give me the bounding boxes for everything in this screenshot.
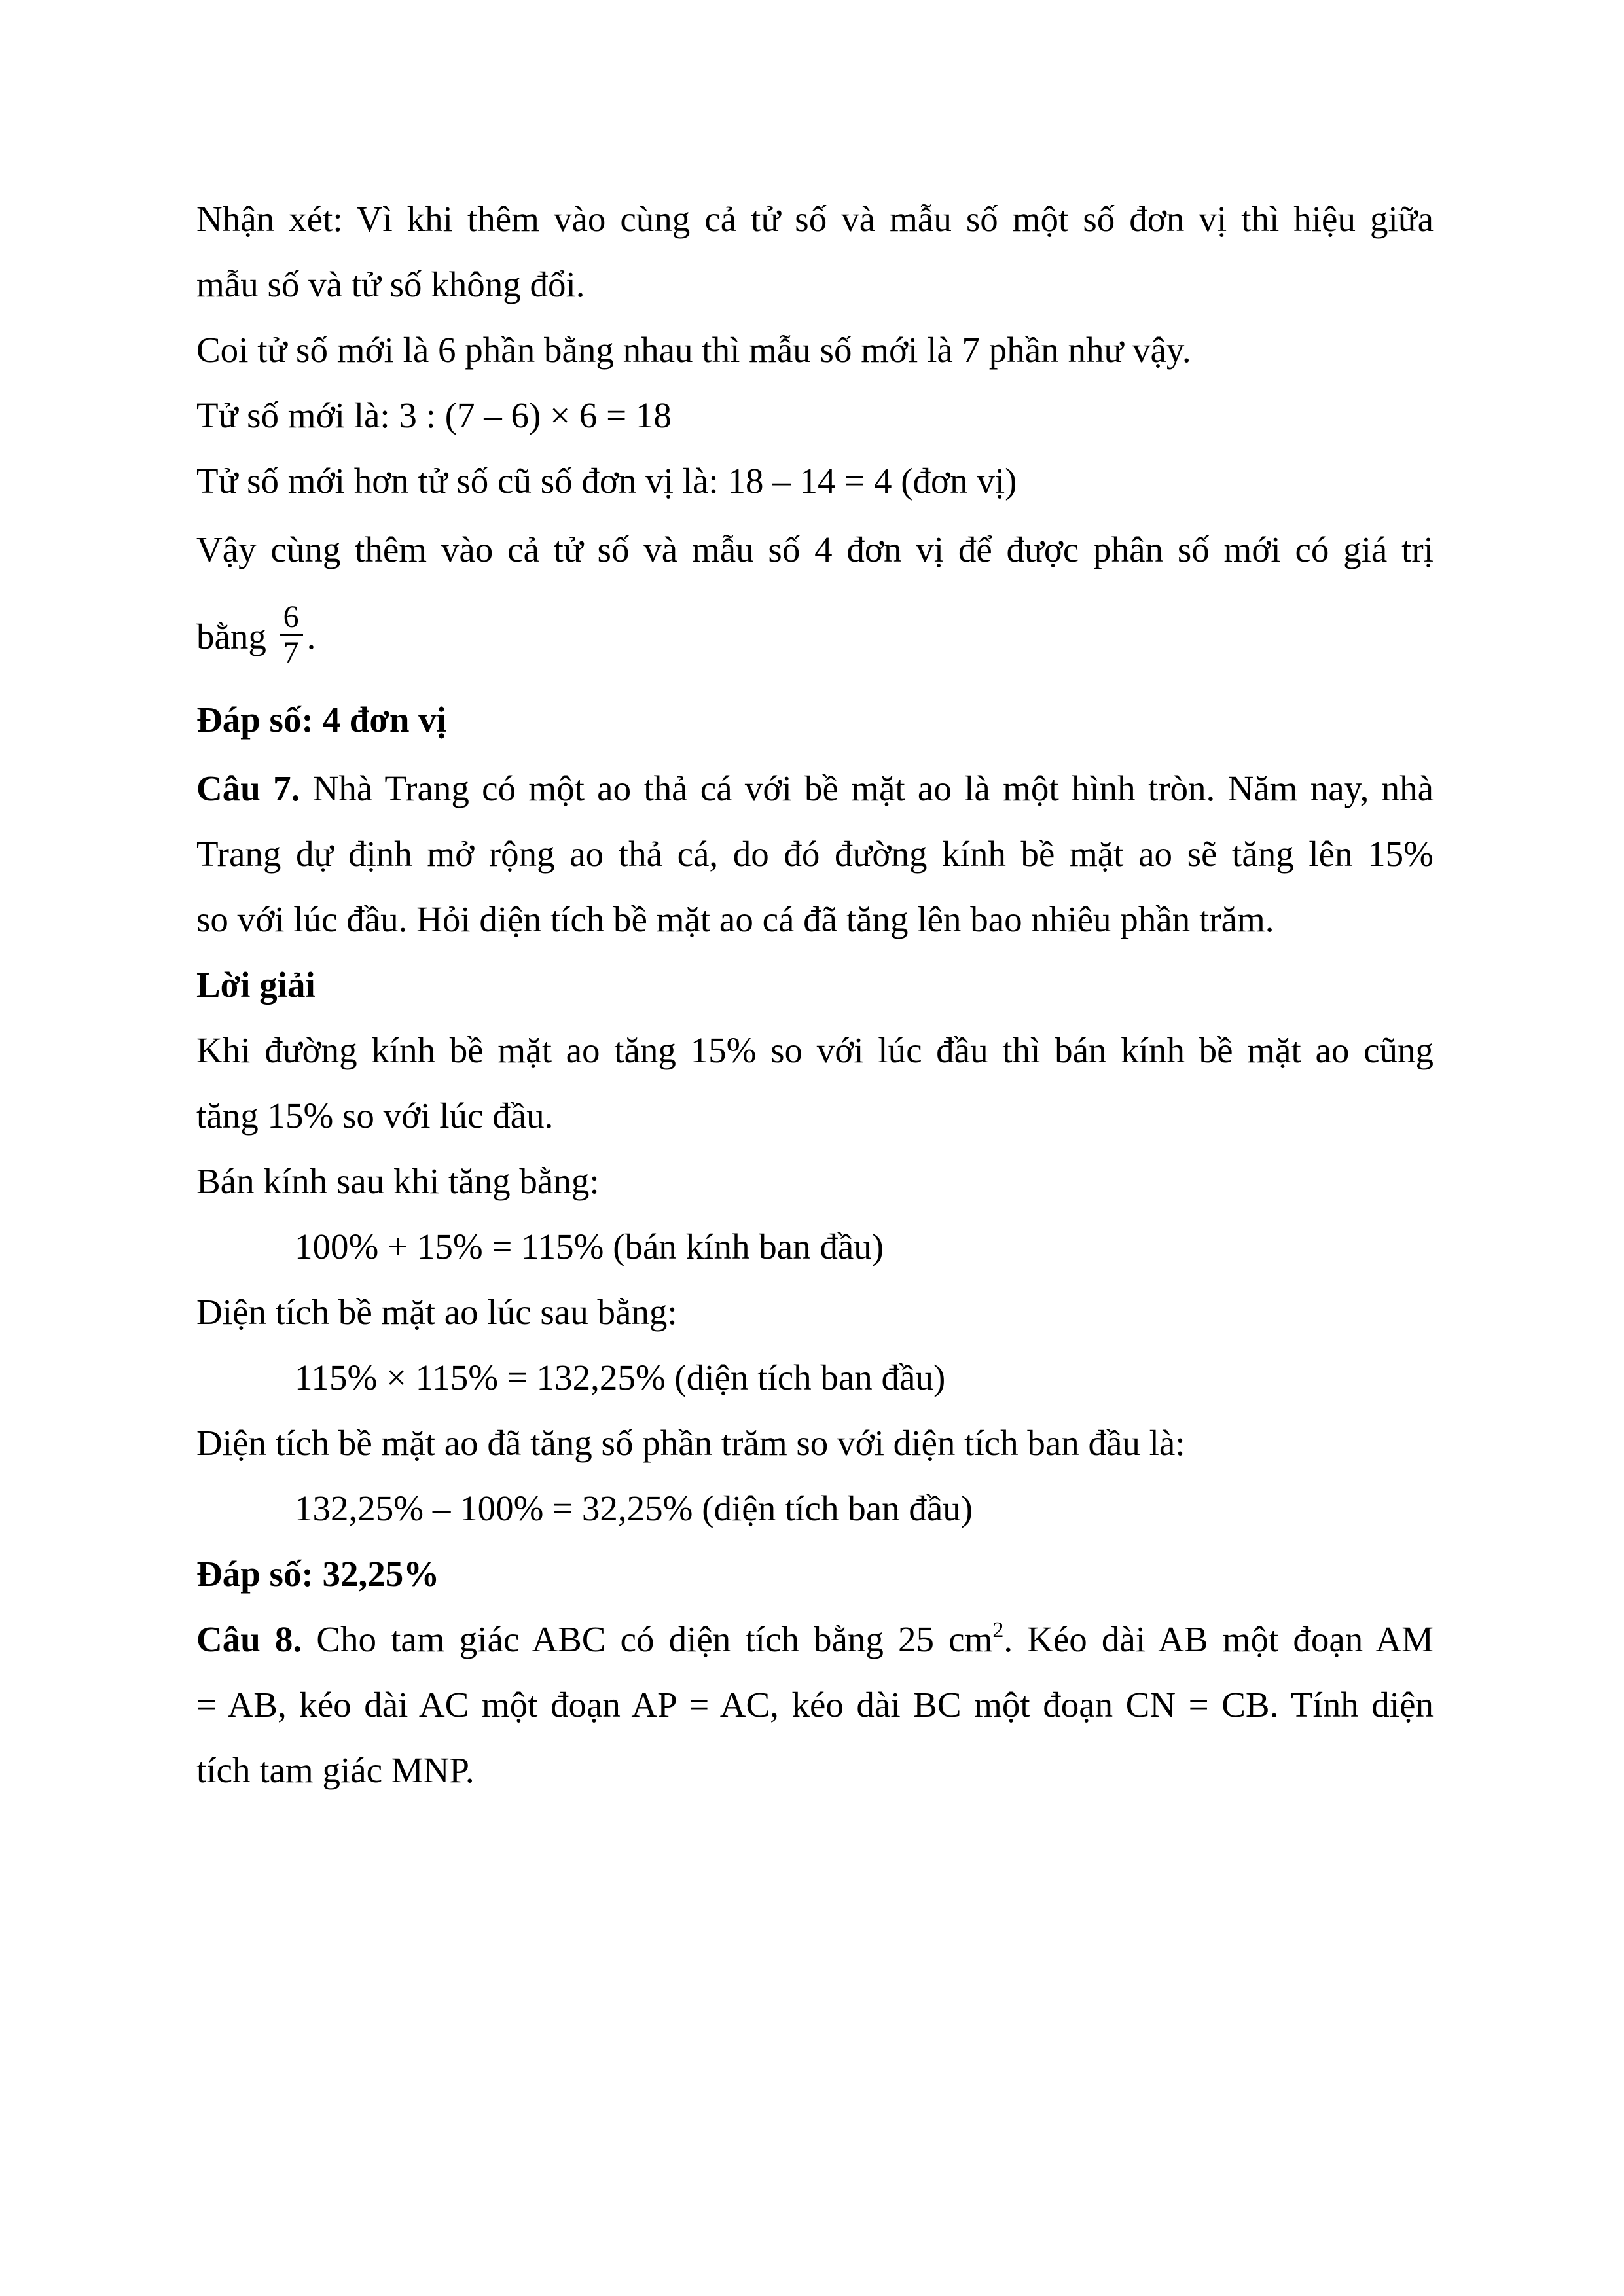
conclusion-suffix: . (306, 617, 316, 657)
q8-line-2: = AB, kéo dài AC một đoạn AP = AC, kéo dài BC một đoạn CN = CB. Tính diện (196, 1685, 1434, 1725)
q8-line-1 (196, 1617, 1434, 1662)
solution-heading: Lời giải (196, 965, 316, 1005)
q8-text-1a: Cho tam giác ABC có diện tích bằng 25 cm (302, 1619, 993, 1659)
q8-line-3: tích tam giác MNP. (196, 1750, 475, 1790)
q7-solution-line-1: Khi đường kính bề mặt ao tăng 15% so với lúc đầu thì bán kính bề mặt ao cũng (196, 1030, 1434, 1070)
answer-q7: Đáp số: 32,25% (196, 1554, 440, 1594)
q7-text-1: Nhà Trang có một ao thả cá với bề mặt ao là một hình tròn. Năm nay, nhà (300, 768, 1434, 808)
q8-superscript: 2 (992, 1618, 1004, 1642)
q7-solution-line-2: tăng 15% so với lúc đầu. (196, 1096, 554, 1136)
fraction (280, 600, 303, 670)
conclusion-line-1: Vậy cùng thêm vào cả tử số và mẫu số 4 đơn vị để được phân số mới có giá trị (196, 529, 1434, 569)
q7-solution-line-6: 115% × 115% = 132,25% (diện tích ban đầu) (295, 1357, 946, 1397)
q7-solution-line-7: Diện tích bề mặt ao đã tăng số phần trăm so với diện tích ban đầu là: (196, 1423, 1185, 1463)
remark-paragraph-4: Tử số mới hơn tử số cũ số đơn vị là: 18 – 14 = 4 (đơn vị) (196, 461, 1017, 501)
q7-solution-line-8: 132,25% – 100% = 32,25% (diện tích ban đầu) (295, 1488, 973, 1528)
q8-label: Câu 8. (196, 1619, 302, 1659)
fraction-denominator: 7 (283, 636, 299, 670)
q7-solution-line-5: Diện tích bề mặt ao lúc sau bằng: (196, 1292, 677, 1332)
answer-q6: Đáp số: 4 đơn vị (196, 700, 446, 740)
q7-solution-line-4: 100% + 15% = 115% (bán kính ban đầu) (295, 1227, 884, 1266)
q7-line-3: so với lúc đầu. Hỏi diện tích bề mặt ao cá đã tăng lên bao nhiêu phần trăm. (196, 899, 1274, 939)
remark-paragraph-2: Coi tử số mới là 6 phần bằng nhau thì mẫu số mới là 7 phần như vậy. (196, 330, 1191, 370)
conclusion-prefix: bằng (196, 617, 266, 657)
document-page (196, 0, 1440, 2296)
fraction-numerator: 6 (280, 600, 303, 636)
remark-line-2: mẫu số và tử số không đổi. (196, 264, 585, 304)
q7-label: Câu 7. (196, 768, 300, 808)
q8-text-1b: . Kéo dài AB một đoạn AM (1003, 1619, 1434, 1659)
q7-line-1 (196, 766, 1434, 812)
remark-line-1: Nhận xét: Vì khi thêm vào cùng cả tử số và mẫu số một số đơn vị thì hiệu giữa (196, 199, 1434, 239)
q7-solution-line-3: Bán kính sau khi tăng bằng: (196, 1161, 600, 1201)
conclusion-line-2 (196, 600, 316, 675)
q7-line-2: Trang dự định mở rộng ao thả cá, do đó đường kính bề mặt ao sẽ tăng lên 15% (196, 834, 1434, 874)
remark-paragraph-3: Tử số mới là: 3 : (7 – 6) × 6 = 18 (196, 395, 672, 435)
